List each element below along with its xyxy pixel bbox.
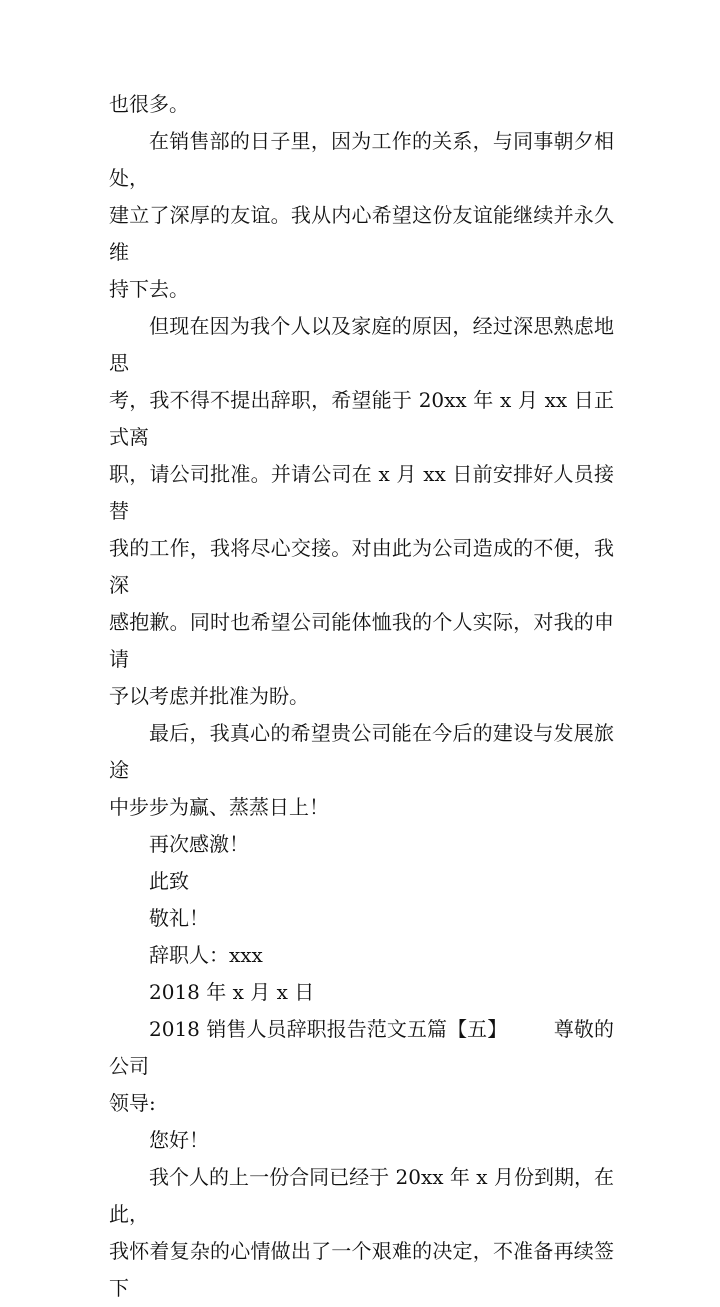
paragraph-contract-expiry: 我个人的上一份合同已经于 20xx 年 x 月份到期，在此， 我怀着复杂的心情做出了一个艰难的决定，不准备再续签下 xyxy=(109,1165,614,1300)
paragraph-friendship: 在销售部的日子里，因为工作的关系，与同事朝夕相处， 建立了深厚的友谊。我从内心希望这份友谊能继续并永久维 持下去。 xyxy=(109,129,614,301)
paragraph-closing-wish: 最后，我真心的希望贵公司能在今后的建设与发展旅途 中步步为赢、蒸蒸日上！ xyxy=(109,721,614,819)
paragraph-resignation-reason: 但现在因为我个人以及家庭的原因，经过深思熟虑地思 考，我不得不提出辞职，希望能于 20xx 年 x 月 xx 日正式离 职，请公司批准。并请公司在 x 月 xx 日前安排好人员接替 我的工作，我将尽心交接。对由此为公司造成的不便，我深 感抱歉。同时也希望公司能体恤我的个人实际，对我的申请 予以考虑并批准为盼。 xyxy=(109,314,614,708)
paragraph-thanks: 再次感激！ xyxy=(149,832,249,856)
greeting: 您好！ xyxy=(149,1128,209,1152)
signature-date: 2018 年 x 月 x 日 xyxy=(149,980,315,1004)
section-heading-five: 2018 销售人员辞职报告范文五篇【五】 尊敬的公司 领导: xyxy=(109,1017,614,1115)
signature-resigner: 辞职人：xxx xyxy=(149,943,263,967)
salutation-cizhi: 此致 xyxy=(149,869,189,893)
paragraph-continuation: 也很多。 xyxy=(109,92,189,116)
document-body xyxy=(109,86,614,1307)
salutation-jingli: 敬礼！ xyxy=(149,906,209,930)
